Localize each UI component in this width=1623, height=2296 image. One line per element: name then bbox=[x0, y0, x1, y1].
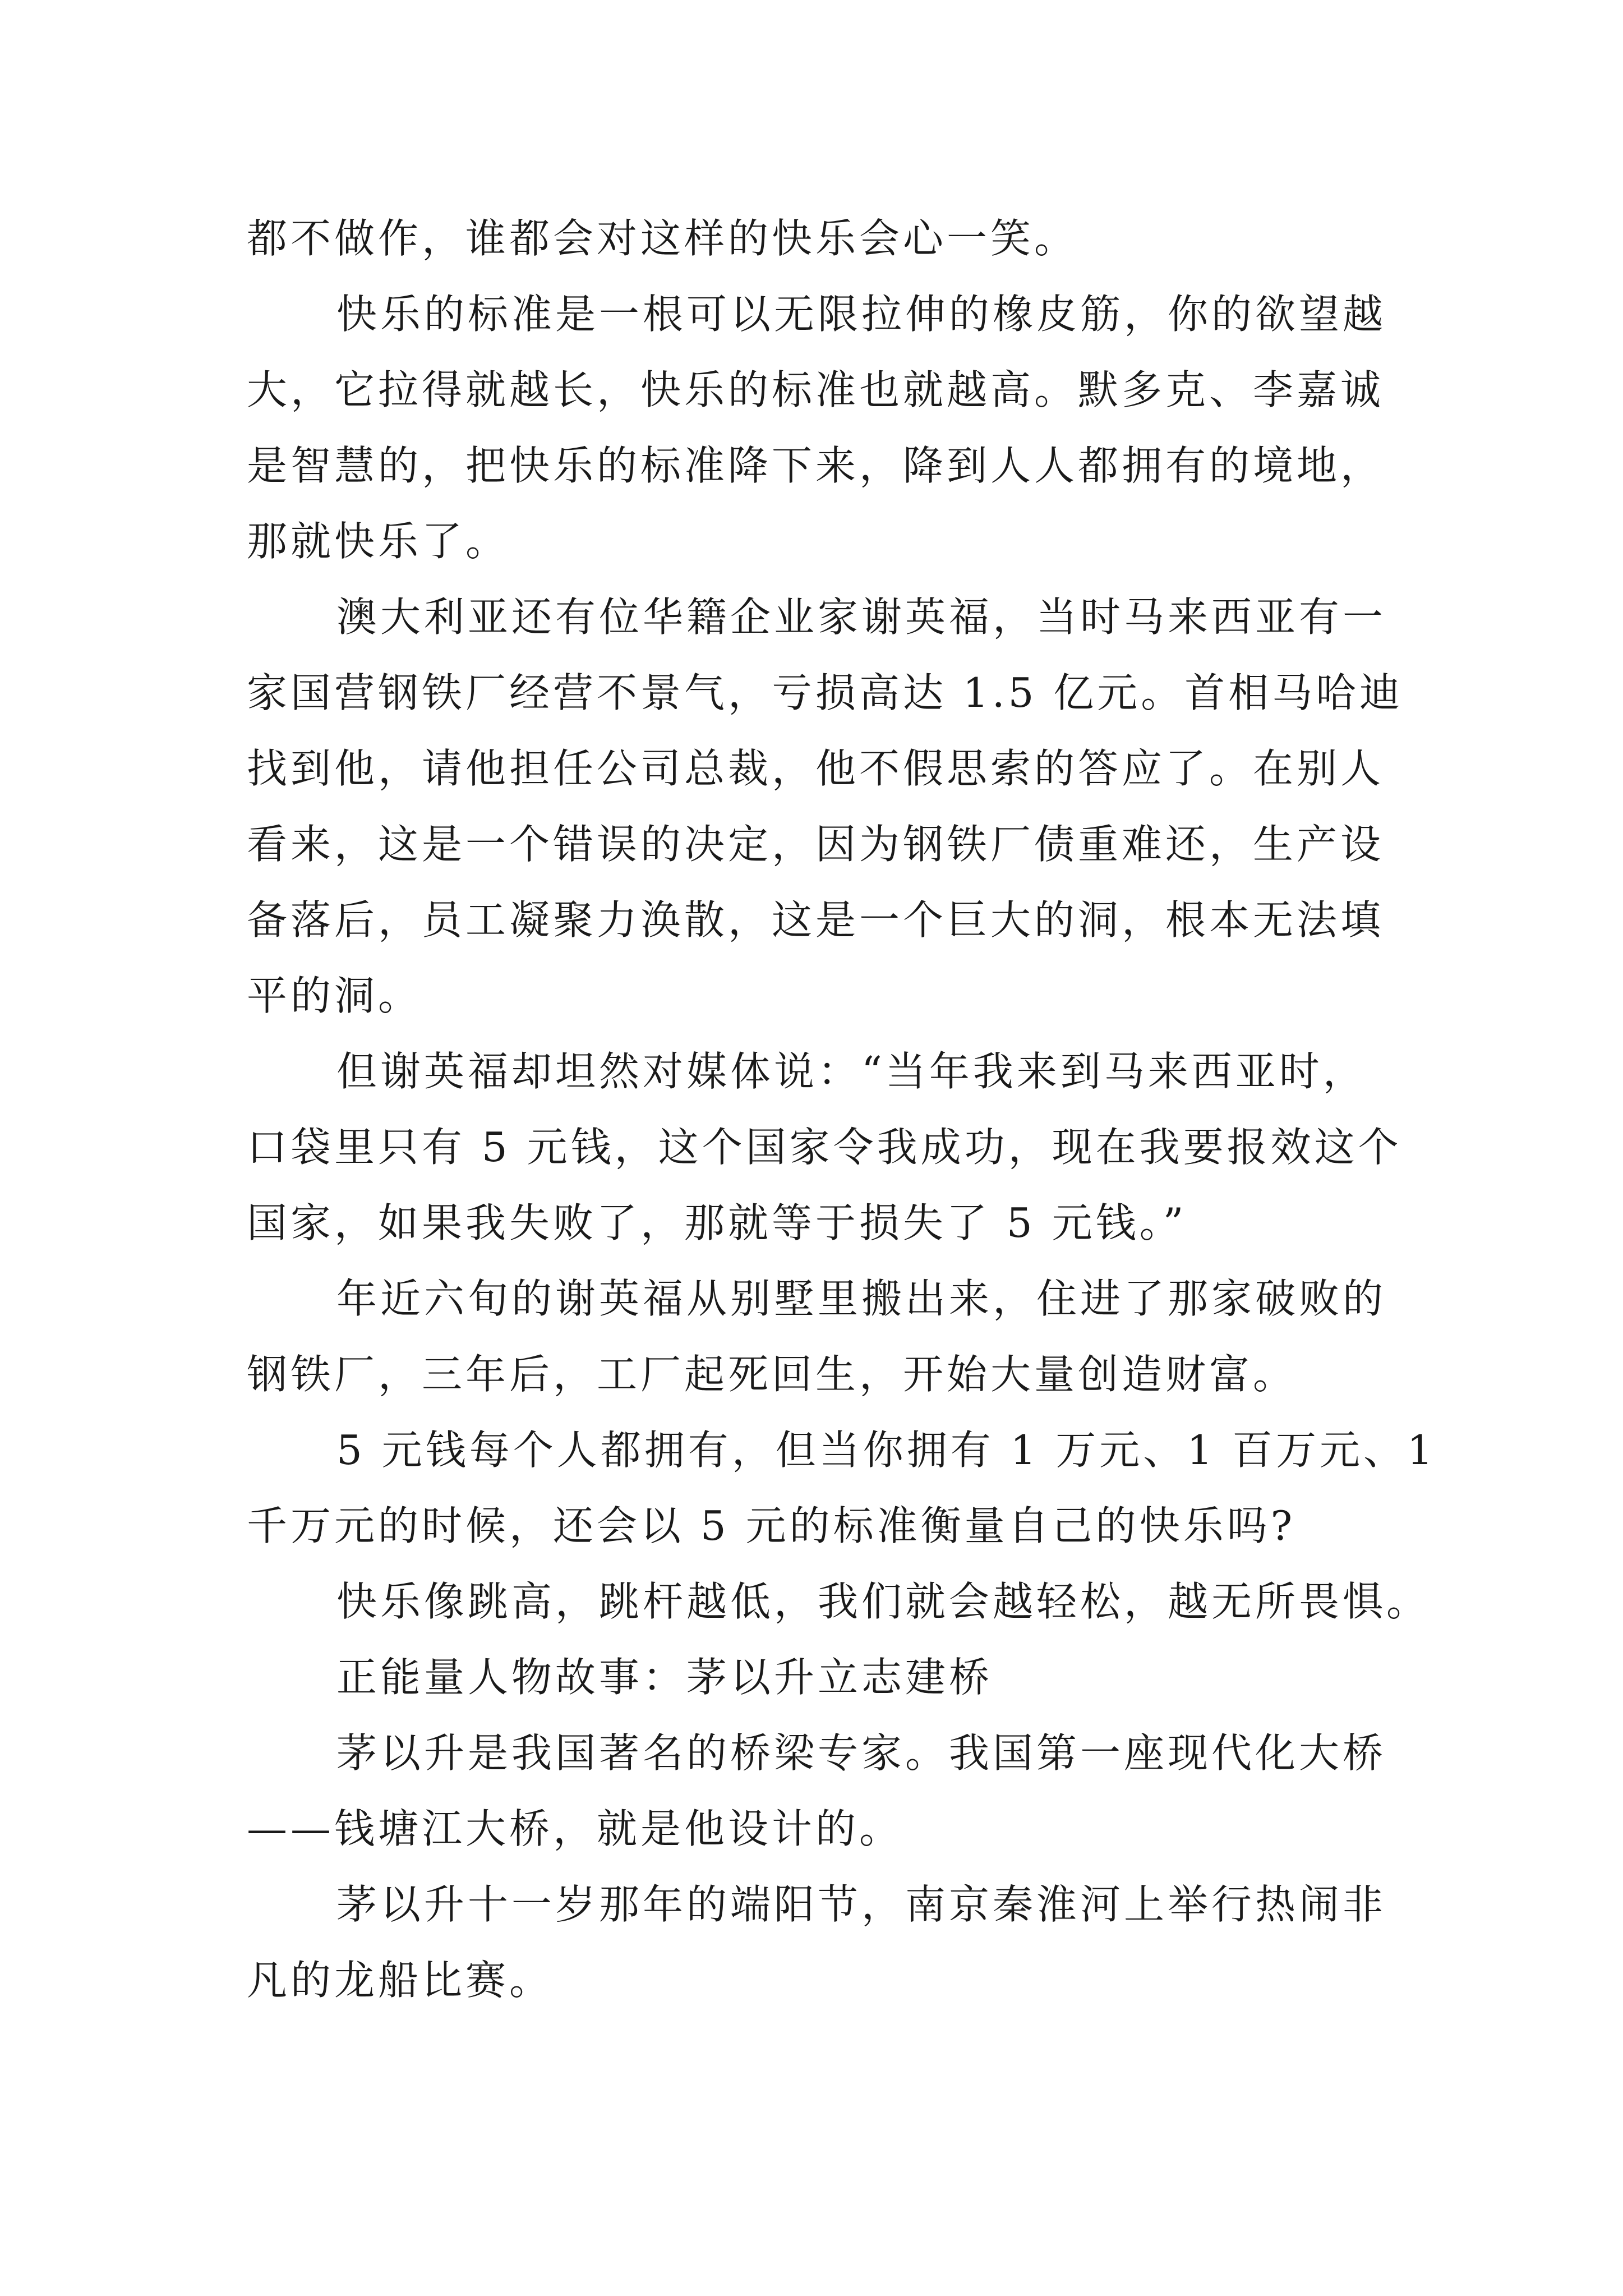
text-line: 茅以升是我国著名的桥梁专家。我国第一座现代化大桥 bbox=[336, 1729, 1387, 1777]
paragraph-4 bbox=[247, 1034, 1402, 1261]
text-line: 平的洞。 bbox=[247, 972, 422, 1019]
text-line: 那就快乐了。 bbox=[247, 518, 510, 565]
text-line: 口袋里只有 5 元钱，这个国家令我成功，现在我要报效这个 bbox=[247, 1124, 1402, 1171]
text-line: 澳大利亚还有位华籍企业家谢英福，当时马来西亚有一 bbox=[336, 593, 1387, 641]
body-text bbox=[247, 201, 1436, 2018]
paragraph-10 bbox=[247, 1867, 1391, 2018]
text-line: 快乐的标准是一根可以无限拉伸的橡皮筋，你的欲望越 bbox=[336, 291, 1387, 338]
heading-text: 正能量人物故事：茅以升立志建桥 bbox=[336, 1654, 993, 1701]
paragraph-3 bbox=[247, 579, 1404, 1034]
paragraph-1 bbox=[247, 201, 1391, 277]
text-line: 是智慧的，把快乐的标准降下来，降到人人都拥有的境地， bbox=[247, 442, 1385, 489]
text-line: 5 元钱每个人都拥有，但当你拥有 1 万元、1 百万元、1 bbox=[336, 1427, 1436, 1474]
paragraph-9 bbox=[247, 1715, 1391, 1867]
paragraph-2 bbox=[247, 277, 1391, 579]
text-line: 都不做作，谁都会对这样的快乐会心一笑。 bbox=[247, 215, 1078, 262]
section-heading bbox=[247, 1640, 1391, 1715]
text-line: 千万元的时候，还会以 5 元的标准衡量自己的快乐吗? bbox=[247, 1502, 1296, 1549]
text-line: 备落后，员工凝聚力涣散，这是一个巨大的洞，根本无法填 bbox=[247, 896, 1385, 944]
text-line: 钢铁厂，三年后，工厂起死回生，开始大量创造财富。 bbox=[247, 1351, 1297, 1398]
paragraph-7 bbox=[247, 1564, 1431, 1640]
text-line: 茅以升十一岁那年的端阳节，南京秦淮河上举行热闹非 bbox=[336, 1881, 1387, 1928]
paragraph-6 bbox=[247, 1412, 1436, 1564]
text-line: ——钱塘江大桥，就是他设计的。 bbox=[247, 1805, 903, 1852]
paragraph-5 bbox=[247, 1261, 1391, 1412]
text-line: 找到他，请他担任公司总裁，他不假思索的答应了。在别人 bbox=[247, 745, 1385, 792]
text-line: 凡的龙船比赛。 bbox=[247, 1957, 554, 2004]
text-line: 看来，这是一个错误的决定，因为钢铁厂债重难还，生产设 bbox=[247, 821, 1385, 868]
text-line: 国家，如果我失败了，那就等于损失了 5 元钱。” bbox=[247, 1199, 1187, 1246]
text-line: 但谢英福却坦然对媒体说：“当年我来到马来西亚时， bbox=[336, 1048, 1367, 1095]
text-line: 大，它拉得就越长，快乐的标准也就越高。默多克、李嘉诚 bbox=[247, 366, 1385, 413]
text-line: 年近六旬的谢英福从别墅里搬出来，住进了那家破败的 bbox=[336, 1275, 1387, 1322]
text-line: 家国营钢铁厂经营不景气，亏损高达 1.5 亿元。首相马哈迪 bbox=[247, 669, 1404, 716]
text-line: 快乐像跳高，跳杆越低，我们就会越轻松，越无所畏惧。 bbox=[336, 1578, 1431, 1625]
